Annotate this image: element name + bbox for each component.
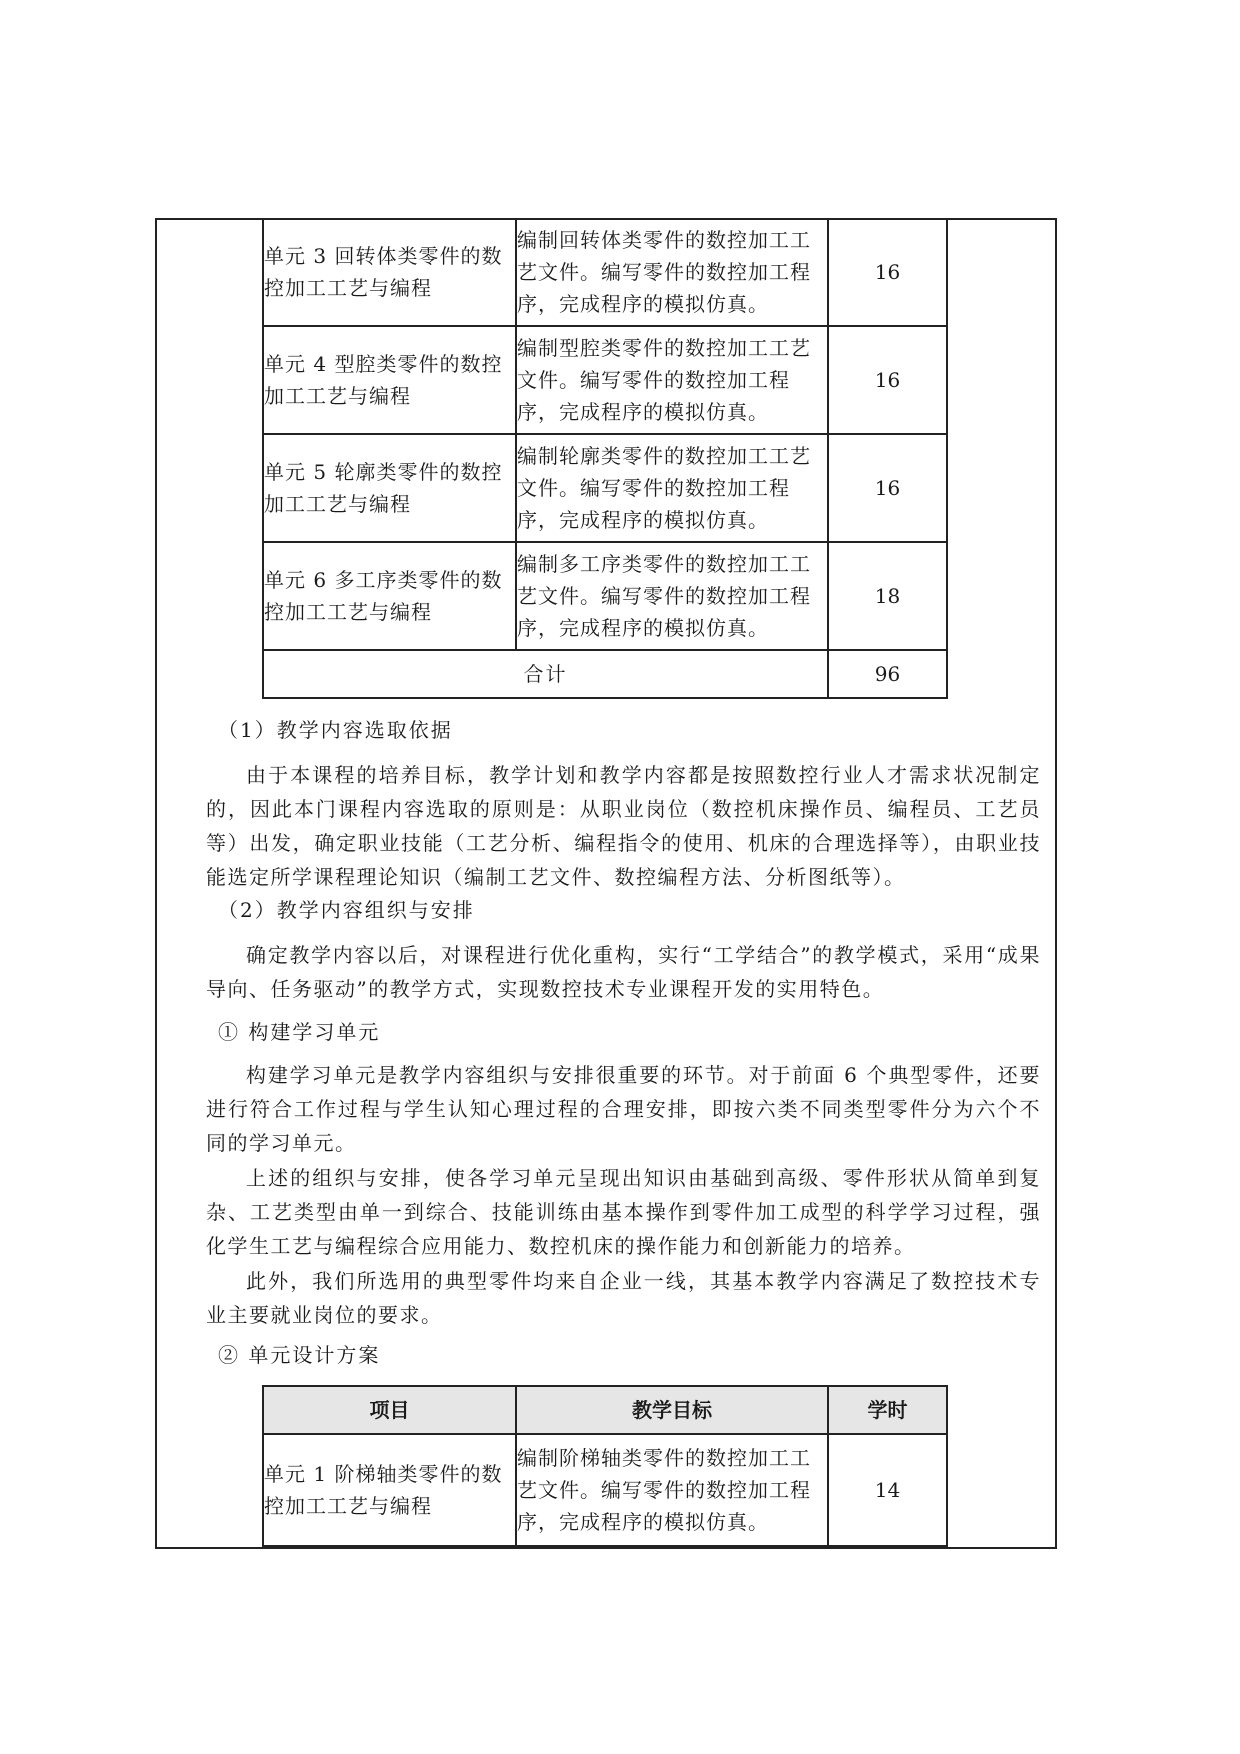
section2-paragraph: 确定教学内容以后，对课程进行优化重构，实行“工学结合”的教学模式，采用“成果导向、任务驱动”的教学方式，实现数控技术专业课程开发的实用特色。 xyxy=(206,943,1041,1001)
unit-table-continued xyxy=(262,218,948,699)
total-label: 合计 xyxy=(263,650,828,698)
sub1-paragraph-1: 构建学习单元是教学内容组织与安排很重要的环节。对于前面 6 个典型零件，还要进行符合工作过程与学生认知心理过程的合理安排，即按六类不同类型零件分为六个不同的学习单元。 xyxy=(206,1063,1041,1155)
sub1-heading: ① 构建学习单元 xyxy=(218,1020,381,1044)
hours-cell: 16 xyxy=(828,434,947,542)
goal-cell: 编制轮廓类零件的数控加工工艺文件。编写零件的数控加工程序，完成程序的模拟仿真。 xyxy=(516,434,828,542)
total-row xyxy=(263,650,947,698)
hours-cell: 14 xyxy=(828,1434,947,1546)
sub1-paragraph-3: 此外，我们所选用的典型零件均来自企业一线，其基本教学内容满足了数控技术专业主要就业岗位的要求。 xyxy=(206,1269,1041,1327)
table-row xyxy=(263,218,947,326)
unit-design-table xyxy=(262,1385,948,1547)
header-item: 项目 xyxy=(263,1386,516,1434)
section2-heading: （2）教学内容组织与安排 xyxy=(218,898,475,922)
goal-cell: 编制多工序类零件的数控加工工艺文件。编写零件的数控加工程序，完成程序的模拟仿真。 xyxy=(516,542,828,650)
total-hours: 96 xyxy=(828,650,947,698)
hours-cell: 18 xyxy=(828,542,947,650)
goal-cell: 编制阶梯轴类零件的数控加工工艺文件。编写零件的数控加工程序，完成程序的模拟仿真。 xyxy=(516,1434,828,1546)
unit-cell: 单元 3 回转体类零件的数控加工工艺与编程 xyxy=(263,218,516,326)
table-row xyxy=(263,326,947,434)
table-header-row xyxy=(263,1386,947,1434)
table-row xyxy=(263,542,947,650)
section1-heading: （1）教学内容选取依据 xyxy=(218,718,453,742)
unit-cell: 单元 6 多工序类零件的数控加工工艺与编程 xyxy=(263,542,516,650)
table-row xyxy=(263,1434,947,1546)
unit-cell: 单元 4 型腔类零件的数控加工工艺与编程 xyxy=(263,326,516,434)
section1-paragraph: 由于本课程的培养目标，教学计划和教学内容都是按照数控行业人才需求状况制定的，因此本门课程内容选取的原则是：从职业岗位（数控机床操作员、编程员、工艺员等）出发，确定职业技能（工艺分析、编程指令的使用、机床的合理选择等），由职业技能选定所学课程理论知识（编制工艺文件、数控编程方法、分析图纸等）。 xyxy=(206,763,1041,889)
sub1-paragraph-2: 上述的组织与安排，使各学习单元呈现出知识由基础到高级、零件形状从简单到复杂、工艺类型由单一到综合、技能训练由基本操作到零件加工成型的科学学习过程，强化学生工艺与编程综合应用能力、数控机床的操作能力和创新能力的培养。 xyxy=(206,1166,1041,1258)
header-hours: 学时 xyxy=(828,1386,947,1434)
table-row xyxy=(263,434,947,542)
unit-cell: 单元 5 轮廓类零件的数控加工工艺与编程 xyxy=(263,434,516,542)
header-goal: 教学目标 xyxy=(516,1386,828,1434)
goal-cell: 编制型腔类零件的数控加工工艺文件。编写零件的数控加工程序，完成程序的模拟仿真。 xyxy=(516,326,828,434)
sub2-heading: ② 单元设计方案 xyxy=(218,1343,381,1367)
hours-cell: 16 xyxy=(828,218,947,326)
hours-cell: 16 xyxy=(828,326,947,434)
unit-cell: 单元 1 阶梯轴类零件的数控加工工艺与编程 xyxy=(263,1434,516,1546)
goal-cell: 编制回转体类零件的数控加工工艺文件。编写零件的数控加工程序，完成程序的模拟仿真。 xyxy=(516,218,828,326)
